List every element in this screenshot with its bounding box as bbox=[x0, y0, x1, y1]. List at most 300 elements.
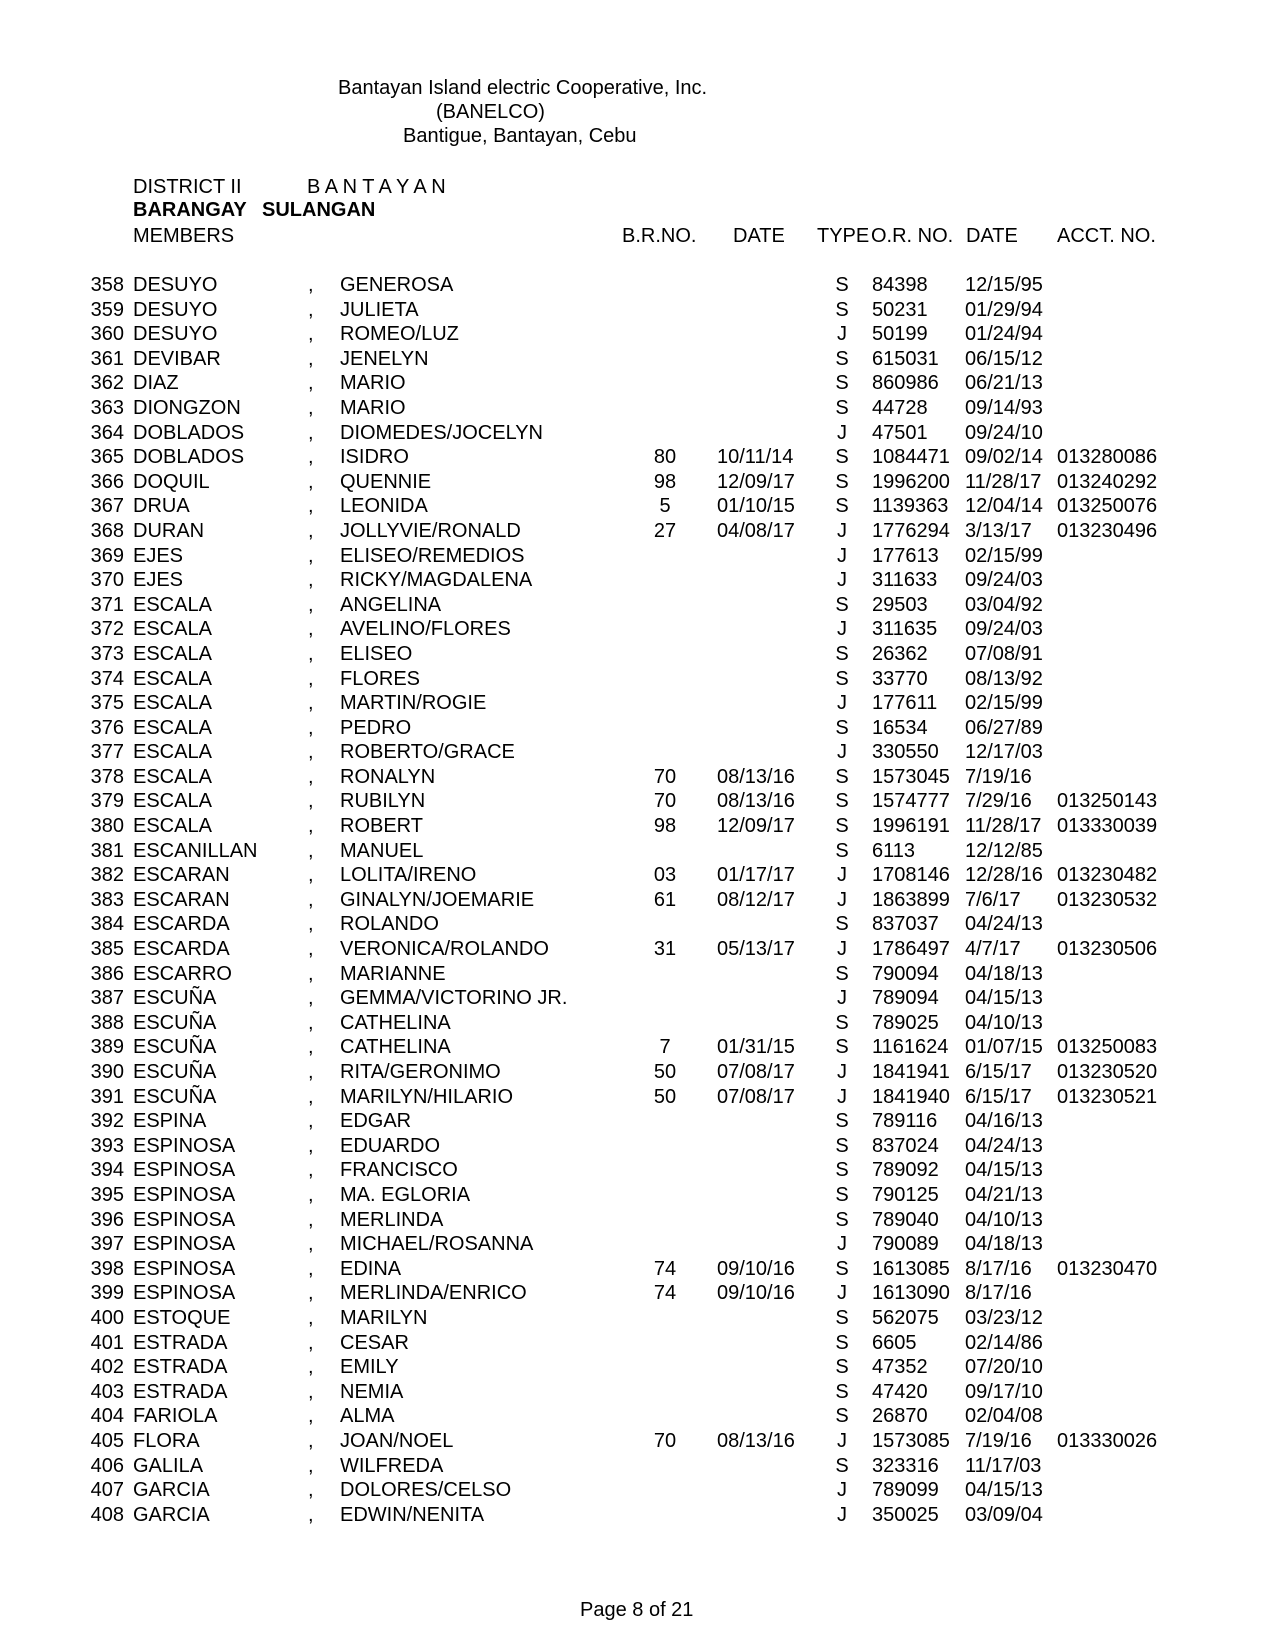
or-date: 8/17/16 bbox=[965, 1282, 1032, 1305]
last-name: ESCALA bbox=[133, 741, 212, 764]
row-number: 374 bbox=[90, 667, 124, 690]
or-date: 12/12/85 bbox=[965, 839, 1043, 862]
member-type: S bbox=[835, 1331, 849, 1354]
br-date: 08/13/16 bbox=[717, 765, 795, 788]
first-name: EDGAR bbox=[340, 1110, 412, 1133]
or-number: 1841941 bbox=[872, 1061, 950, 1083]
br-date: 08/13/16 bbox=[717, 790, 795, 813]
last-name: ESTRADA bbox=[133, 1380, 228, 1403]
first-name: MANUEL bbox=[340, 839, 424, 862]
last-name: GALILA bbox=[133, 1454, 204, 1477]
table-row bbox=[0, 1208, 1275, 1233]
table-row bbox=[0, 1478, 1275, 1503]
comma-separator: , bbox=[308, 593, 314, 616]
first-name: GENEROSA bbox=[340, 274, 454, 296]
or-number: 1613085 bbox=[872, 1257, 950, 1280]
or-date: 04/21/13 bbox=[965, 1183, 1043, 1206]
account-number: 013250076 bbox=[1057, 495, 1158, 518]
comma-separator: , bbox=[308, 667, 314, 690]
table-row bbox=[0, 1331, 1275, 1356]
comma-separator: , bbox=[308, 864, 314, 887]
or-number: 860986 bbox=[872, 372, 939, 395]
member-type: S bbox=[835, 1183, 849, 1206]
or-date: 04/18/13 bbox=[965, 1233, 1043, 1256]
or-number: 1863899 bbox=[872, 888, 950, 911]
br-number: 7 bbox=[659, 1036, 671, 1059]
br-date: 07/08/17 bbox=[717, 1085, 795, 1108]
table-row bbox=[0, 421, 1275, 446]
or-date: 6/15/17 bbox=[965, 1085, 1032, 1108]
last-name: ESTRADA bbox=[133, 1331, 228, 1354]
table-row bbox=[0, 568, 1275, 593]
last-name: DOBLADOS bbox=[133, 421, 245, 444]
row-number: 362 bbox=[90, 372, 124, 395]
last-name: ESPINOSA bbox=[133, 1208, 236, 1231]
first-name: CATHELINA bbox=[340, 1036, 451, 1059]
or-date: 09/24/03 bbox=[965, 569, 1043, 592]
or-number: 562075 bbox=[872, 1306, 939, 1329]
table-row bbox=[0, 1429, 1275, 1454]
row-number: 363 bbox=[90, 396, 124, 419]
table-row bbox=[0, 937, 1275, 962]
row-number: 387 bbox=[90, 987, 124, 1010]
first-name: DIOMEDES/JOCELYN bbox=[340, 421, 543, 444]
last-name: GARCIA bbox=[133, 1479, 210, 1502]
account-number: 013250143 bbox=[1057, 790, 1158, 813]
table-row bbox=[0, 1380, 1275, 1405]
or-number: 789025 bbox=[872, 1011, 939, 1034]
or-date: 08/13/92 bbox=[965, 667, 1043, 690]
last-name: ESCALA bbox=[133, 815, 212, 838]
first-name: FLORES bbox=[340, 667, 421, 690]
br-date: 12/09/17 bbox=[717, 470, 795, 493]
comma-separator: , bbox=[308, 446, 314, 469]
col-type: TYPE bbox=[817, 225, 870, 247]
table-row bbox=[0, 1035, 1275, 1060]
or-number: 84398 bbox=[872, 274, 928, 296]
member-type: J bbox=[837, 1233, 847, 1256]
comma-separator: , bbox=[308, 692, 314, 715]
member-type: S bbox=[835, 274, 849, 296]
row-number: 397 bbox=[90, 1233, 124, 1256]
member-type: S bbox=[835, 790, 849, 813]
member-type: S bbox=[835, 962, 849, 985]
comma-separator: , bbox=[308, 470, 314, 493]
first-name: CESAR bbox=[340, 1331, 409, 1354]
member-type: S bbox=[835, 913, 849, 936]
member-type: J bbox=[837, 323, 847, 346]
table-row bbox=[0, 519, 1275, 544]
member-type: S bbox=[835, 642, 849, 665]
last-name: ESCALA bbox=[133, 642, 212, 665]
barangay-name: SULANGAN bbox=[262, 199, 376, 221]
br-number: 74 bbox=[653, 1257, 677, 1280]
row-number: 408 bbox=[90, 1503, 124, 1526]
table-row bbox=[0, 396, 1275, 421]
first-name: MA. EGLORIA bbox=[340, 1183, 471, 1206]
or-number: 789040 bbox=[872, 1208, 939, 1231]
or-number: 1708146 bbox=[872, 864, 950, 887]
account-number: 013230521 bbox=[1057, 1085, 1158, 1108]
or-number: 16534 bbox=[872, 716, 928, 739]
comma-separator: , bbox=[308, 1503, 314, 1526]
org-name: Bantayan Island electric Cooperative, Inc. bbox=[338, 77, 708, 99]
last-name: ESPINOSA bbox=[133, 1134, 236, 1157]
comma-separator: , bbox=[308, 544, 314, 567]
or-date: 11/28/17 bbox=[965, 470, 1042, 493]
table-row bbox=[0, 962, 1275, 987]
col-brno: B.R.NO. bbox=[622, 225, 697, 247]
member-type: J bbox=[837, 1061, 847, 1083]
table-row bbox=[0, 445, 1275, 470]
table-row bbox=[0, 1306, 1275, 1331]
or-number: 26362 bbox=[872, 642, 928, 665]
row-number: 383 bbox=[90, 888, 124, 911]
comma-separator: , bbox=[308, 987, 314, 1010]
last-name: ESCUÑA bbox=[133, 1011, 217, 1034]
col-members: MEMBERS bbox=[133, 225, 235, 247]
or-date: 01/24/94 bbox=[965, 323, 1043, 346]
last-name: ESCARDA bbox=[133, 938, 230, 961]
or-date: 7/6/17 bbox=[965, 888, 1021, 911]
row-number: 396 bbox=[90, 1208, 124, 1231]
member-type: S bbox=[835, 1036, 849, 1059]
or-number: 789099 bbox=[872, 1479, 939, 1502]
or-date: 06/15/12 bbox=[965, 347, 1043, 370]
or-number: 311633 bbox=[872, 569, 938, 592]
comma-separator: , bbox=[308, 1011, 314, 1034]
comma-separator: , bbox=[308, 815, 314, 838]
row-number: 384 bbox=[90, 913, 124, 936]
member-type: J bbox=[837, 1479, 847, 1502]
or-number: 790089 bbox=[872, 1233, 939, 1256]
br-number: 98 bbox=[653, 470, 677, 493]
first-name: AVELINO/FLORES bbox=[340, 618, 511, 641]
or-number: 1084471 bbox=[872, 446, 950, 469]
table-row bbox=[0, 1503, 1275, 1528]
last-name: FARIOLA bbox=[133, 1405, 218, 1428]
table-row bbox=[0, 1060, 1275, 1085]
comma-separator: , bbox=[308, 1134, 314, 1157]
last-name: ESPINOSA bbox=[133, 1183, 236, 1206]
first-name: NEMIA bbox=[340, 1380, 404, 1403]
member-type: J bbox=[837, 1503, 847, 1526]
or-date: 03/23/12 bbox=[965, 1306, 1043, 1329]
or-date: 06/21/13 bbox=[965, 372, 1043, 395]
row-number: 358 bbox=[90, 274, 124, 296]
last-name: ESCUÑA bbox=[133, 1036, 217, 1059]
table-row bbox=[0, 1355, 1275, 1380]
member-type: S bbox=[835, 1134, 849, 1157]
or-date: 04/10/13 bbox=[965, 1011, 1043, 1034]
first-name: MERLINDA bbox=[340, 1208, 444, 1231]
comma-separator: , bbox=[308, 323, 314, 346]
first-name: MARILYN bbox=[340, 1306, 428, 1329]
last-name: DESUYO bbox=[133, 323, 218, 346]
first-name: RITA/GERONIMO bbox=[340, 1061, 501, 1083]
comma-separator: , bbox=[308, 1110, 314, 1133]
last-name: ESCARRO bbox=[133, 962, 232, 985]
comma-separator: , bbox=[308, 1479, 314, 1502]
or-date: 06/27/89 bbox=[965, 716, 1043, 739]
first-name: GEMMA/VICTORINO JR. bbox=[340, 987, 568, 1010]
first-name: VERONICA/ROLANDO bbox=[340, 938, 549, 961]
table-row bbox=[0, 1232, 1275, 1257]
first-name: GINALYN/JOEMARIE bbox=[340, 888, 535, 911]
comma-separator: , bbox=[308, 962, 314, 985]
or-number: 1996200 bbox=[872, 470, 950, 493]
or-date: 01/07/15 bbox=[965, 1036, 1043, 1059]
table-row bbox=[0, 298, 1275, 323]
last-name: ESTOQUE bbox=[133, 1306, 231, 1329]
first-name: ALMA bbox=[340, 1405, 395, 1428]
member-type: S bbox=[835, 470, 849, 493]
or-number: 350025 bbox=[872, 1503, 939, 1526]
comma-separator: , bbox=[308, 938, 314, 961]
br-number: 74 bbox=[653, 1282, 677, 1305]
or-date: 01/29/94 bbox=[965, 298, 1043, 321]
row-number: 390 bbox=[90, 1061, 124, 1083]
br-date: 09/10/16 bbox=[717, 1257, 795, 1280]
row-number: 375 bbox=[90, 692, 124, 715]
or-number: 1573045 bbox=[872, 765, 950, 788]
or-number: 47352 bbox=[872, 1356, 928, 1379]
table-row bbox=[0, 789, 1275, 814]
last-name: EJES bbox=[133, 569, 184, 592]
or-number: 1161624 bbox=[872, 1036, 949, 1059]
row-number: 365 bbox=[90, 446, 124, 469]
member-type: S bbox=[835, 1356, 849, 1379]
comma-separator: , bbox=[308, 569, 314, 592]
row-number: 370 bbox=[90, 569, 124, 592]
comma-separator: , bbox=[308, 347, 314, 370]
first-name: ROLANDO bbox=[340, 913, 439, 936]
account-number: 013250083 bbox=[1057, 1036, 1158, 1059]
first-name: ISIDRO bbox=[340, 446, 409, 469]
col-acct: ACCT. NO. bbox=[1057, 225, 1156, 247]
comma-separator: , bbox=[308, 1331, 314, 1354]
or-date: 12/15/95 bbox=[965, 274, 1043, 296]
comma-separator: , bbox=[308, 421, 314, 444]
or-date: 4/7/17 bbox=[965, 938, 1021, 961]
or-number: 1786497 bbox=[872, 938, 950, 961]
or-number: 26870 bbox=[872, 1405, 928, 1428]
comma-separator: , bbox=[308, 1405, 314, 1428]
table-row bbox=[0, 273, 1275, 298]
comma-separator: , bbox=[308, 1208, 314, 1231]
or-date: 02/14/86 bbox=[965, 1331, 1043, 1354]
or-number: 1841940 bbox=[872, 1085, 950, 1108]
or-date: 04/18/13 bbox=[965, 962, 1043, 985]
row-number: 366 bbox=[90, 470, 124, 493]
page-number: Page 8 of 21 bbox=[580, 1599, 694, 1621]
member-type: S bbox=[835, 765, 849, 788]
or-number: 177611 bbox=[872, 692, 938, 715]
or-number: 1573085 bbox=[872, 1429, 950, 1452]
col-or-date: DATE bbox=[966, 225, 1018, 247]
or-number: 1574777 bbox=[872, 790, 950, 813]
row-number: 377 bbox=[90, 741, 124, 764]
comma-separator: , bbox=[308, 372, 314, 395]
comma-separator: , bbox=[308, 913, 314, 936]
row-number: 392 bbox=[90, 1110, 124, 1133]
or-number: 6605 bbox=[872, 1331, 917, 1354]
or-date: 07/20/10 bbox=[965, 1356, 1043, 1379]
row-number: 407 bbox=[90, 1479, 124, 1502]
or-number: 1613090 bbox=[872, 1282, 950, 1305]
row-number: 388 bbox=[90, 1011, 124, 1034]
member-type: J bbox=[837, 569, 847, 592]
table-row bbox=[0, 322, 1275, 347]
or-date: 09/02/14 bbox=[965, 446, 1043, 469]
barangay-label: BARANGAY bbox=[133, 199, 247, 221]
row-number: 382 bbox=[90, 864, 124, 887]
last-name: ESCUÑA bbox=[133, 1085, 217, 1108]
first-name: RONALYN bbox=[340, 765, 436, 788]
or-date: 11/17/03 bbox=[965, 1454, 1042, 1477]
member-type: J bbox=[837, 938, 847, 961]
or-number: 177613 bbox=[872, 544, 939, 567]
or-date: 3/13/17 bbox=[965, 519, 1032, 542]
br-date: 04/08/17 bbox=[717, 519, 795, 542]
last-name: DEVIBAR bbox=[133, 347, 221, 370]
or-date: 04/15/13 bbox=[965, 1159, 1043, 1182]
comma-separator: , bbox=[308, 519, 314, 542]
row-number: 389 bbox=[90, 1036, 124, 1059]
or-number: 44728 bbox=[872, 396, 928, 419]
last-name: DOBLADOS bbox=[133, 446, 245, 469]
br-date: 01/17/17 bbox=[717, 864, 795, 887]
row-number: 380 bbox=[90, 815, 124, 838]
comma-separator: , bbox=[308, 618, 314, 641]
table-row bbox=[0, 740, 1275, 765]
comma-separator: , bbox=[308, 274, 314, 296]
last-name: ESCANILLAN bbox=[133, 839, 258, 862]
or-date: 04/15/13 bbox=[965, 1479, 1043, 1502]
account-number: 013230496 bbox=[1057, 519, 1158, 542]
br-date: 12/09/17 bbox=[717, 815, 795, 838]
comma-separator: , bbox=[308, 888, 314, 911]
table-row bbox=[0, 593, 1275, 618]
col-orno: O.R. NO. bbox=[871, 225, 954, 247]
member-type: J bbox=[837, 1429, 847, 1452]
first-name: WILFREDA bbox=[340, 1454, 444, 1477]
br-number: 27 bbox=[653, 519, 677, 542]
row-number: 372 bbox=[90, 618, 124, 641]
or-date: 04/10/13 bbox=[965, 1208, 1043, 1231]
table-row bbox=[0, 1404, 1275, 1429]
member-type: S bbox=[835, 372, 849, 395]
comma-separator: , bbox=[308, 1159, 314, 1182]
comma-separator: , bbox=[308, 1183, 314, 1206]
row-number: 402 bbox=[90, 1356, 124, 1379]
or-number: 789094 bbox=[872, 987, 939, 1010]
first-name: LEONIDA bbox=[340, 495, 428, 518]
comma-separator: , bbox=[308, 1036, 314, 1059]
comma-separator: , bbox=[308, 1356, 314, 1379]
first-name: ROMEO/LUZ bbox=[340, 323, 459, 346]
member-type: S bbox=[835, 1110, 849, 1133]
first-name: MARIO bbox=[340, 396, 406, 419]
comma-separator: , bbox=[308, 1380, 314, 1403]
br-number: 5 bbox=[659, 495, 671, 518]
member-type: J bbox=[837, 987, 847, 1010]
first-name: JOLLYVIE/RONALD bbox=[340, 519, 521, 542]
or-number: 47420 bbox=[872, 1380, 928, 1403]
last-name: ESCALA bbox=[133, 765, 212, 788]
member-type: S bbox=[835, 1405, 849, 1428]
first-name: LOLITA/IRENO bbox=[340, 864, 477, 887]
first-name: ANGELINA bbox=[340, 593, 442, 616]
account-number: 013230532 bbox=[1057, 888, 1158, 911]
or-date: 7/29/16 bbox=[965, 790, 1032, 813]
member-type: S bbox=[835, 1454, 849, 1477]
member-type: S bbox=[835, 396, 849, 419]
comma-separator: , bbox=[308, 1306, 314, 1329]
comma-separator: , bbox=[308, 741, 314, 764]
last-name: ESCARAN bbox=[133, 864, 230, 887]
table-row bbox=[0, 691, 1275, 716]
or-date: 04/15/13 bbox=[965, 987, 1043, 1010]
br-date: 09/10/16 bbox=[717, 1282, 795, 1305]
table-row bbox=[0, 716, 1275, 741]
last-name: ESPINA bbox=[133, 1110, 207, 1133]
comma-separator: , bbox=[308, 495, 314, 518]
last-name: ESTRADA bbox=[133, 1356, 228, 1379]
last-name: ESPINOSA bbox=[133, 1233, 236, 1256]
first-name: EDWIN/NENITA bbox=[340, 1503, 485, 1526]
last-name: ESCUÑA bbox=[133, 1061, 217, 1083]
table-row bbox=[0, 888, 1275, 913]
account-number: 013240292 bbox=[1057, 470, 1158, 493]
account-number: 013280086 bbox=[1057, 446, 1158, 469]
br-number: 70 bbox=[653, 790, 677, 813]
last-name: DURAN bbox=[133, 519, 205, 542]
br-date: 07/08/17 bbox=[717, 1061, 795, 1083]
first-name: MICHAEL/ROSANNA bbox=[340, 1233, 534, 1256]
first-name: MARILYN/HILARIO bbox=[340, 1085, 513, 1108]
row-number: 373 bbox=[90, 642, 124, 665]
or-date: 09/17/10 bbox=[965, 1380, 1043, 1403]
member-type: S bbox=[835, 1257, 849, 1280]
comma-separator: , bbox=[308, 716, 314, 739]
or-date: 7/19/16 bbox=[965, 1429, 1032, 1452]
first-name: MERLINDA/ENRICO bbox=[340, 1282, 527, 1305]
or-date: 02/15/99 bbox=[965, 692, 1043, 715]
comma-separator: , bbox=[308, 1429, 314, 1452]
first-name: QUENNIE bbox=[340, 470, 432, 493]
table-row bbox=[0, 1011, 1275, 1036]
br-date: 08/12/17 bbox=[717, 888, 795, 911]
or-number: 330550 bbox=[872, 741, 939, 764]
last-name: ESCARDA bbox=[133, 913, 230, 936]
member-type: J bbox=[837, 544, 847, 567]
comma-separator: , bbox=[308, 1061, 314, 1083]
first-name: MARIANNE bbox=[340, 962, 446, 985]
member-type: J bbox=[837, 1085, 847, 1108]
member-type: S bbox=[835, 1208, 849, 1231]
comma-separator: , bbox=[308, 1085, 314, 1108]
first-name: FRANCISCO bbox=[340, 1159, 458, 1182]
table-row bbox=[0, 1454, 1275, 1479]
first-name: JULIETA bbox=[340, 298, 419, 321]
or-date: 12/17/03 bbox=[965, 741, 1043, 764]
last-name: ESCALA bbox=[133, 618, 212, 641]
member-type: J bbox=[837, 864, 847, 887]
br-number: 70 bbox=[653, 1429, 677, 1452]
table-row bbox=[0, 617, 1275, 642]
table-row bbox=[0, 494, 1275, 519]
